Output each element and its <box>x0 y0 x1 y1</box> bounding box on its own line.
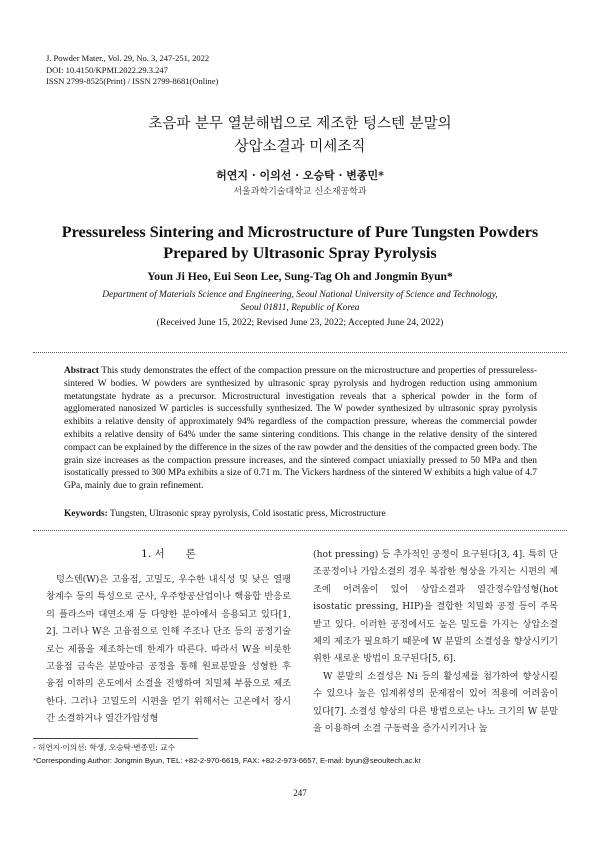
footnote-rule <box>33 738 198 739</box>
corresponding-contact: Jongmin Byun, TEL: +82-2-970-6619, FAX: +82-2-973-6657, E-mail: byun@seoultech.ac.kr <box>114 756 421 765</box>
received-dates: (Received June 15, 2022; Revised June 23, 2022; Accepted June 24, 2022) <box>156 317 444 328</box>
divider-top <box>33 352 567 353</box>
corresponding-label: *Corresponding Author: <box>33 756 112 765</box>
keywords <box>64 509 537 519</box>
keywords-text: Tungsten, Ultrasonic spray pyrolysis, Cold isostatic press, Microstructure <box>109 509 386 519</box>
divider-bottom <box>33 530 567 531</box>
body-column-left <box>46 571 291 728</box>
korean-title-line2: 상압소결과 미세조직 <box>234 139 366 155</box>
korean-title <box>0 113 600 159</box>
affiliation-line1: Department of Materials Science and Engineering, Seoul National University of Science and Technology, <box>102 290 498 300</box>
paragraph: (hot pressing) 등 추가적인 공정이 요구된다[3, 4]. 특히 단조공정이나 가압소결의 경우 복잡한 형상을 가지는 시편의 제조에 어려움이 있어 상압소결과 열간정수압성형(hot isostatic pressing, HIP)을 결합한 치밀화 공정 등이 주목받고 있다. 이러한 공정에서도 높은 밀도를 가지는 상압소결체의 제조가 필요하기 때문에 W 분말의 소결성을 향상시키기 위한 새로운 방법이 요구된다[5, 6]. <box>313 549 558 665</box>
section-heading: 1. 서 론 <box>141 548 196 560</box>
paragraph: 텅스텐(W)은 고융점, 고밀도, 우수한 내식성 및 낮은 열팽창계수 등의 특성으로 군사, 우주항공산업이나 핵융합 반응로의 플라스마 대면소재 등 다양한 분야에서 응용되고 있다[1, 2]. 그러나 W은 고융점으로 인해 주조나 단조 등의 공정기술로는 제품을 제조하는데 한계가 따른다. 따라서 W을 비롯한 고융점 금속은 분말야금 공정을 통해 원료분말을 성형한 후 융점 이하의 온도에서 소결을 진행하여 치밀체 부품으로 제조한다. 그러나 고밀도의 시편을 얻기 위해서는 고온에서 장시간 소결하거나 열간가압성형 <box>46 574 291 725</box>
body-column-right <box>313 546 558 737</box>
korean-title-line1: 초음파 분무 열분해법으로 제조한 텅스텐 분말의 <box>148 116 452 132</box>
english-authors: Youn Ji Heo, Eui Seon Lee, Sung-Tag Oh and Jongmin Byun* <box>147 270 453 283</box>
keywords-label: Keywords: <box>64 509 108 519</box>
journal-header <box>46 53 218 88</box>
footnote-corresponding <box>33 756 421 766</box>
english-affiliation <box>40 289 560 315</box>
footnote-roles: - 허연지·이의선: 학생, 오승탁·변종민: 교수 <box>33 743 175 752</box>
abstract <box>64 365 537 493</box>
abstract-label: Abstract <box>64 366 99 376</box>
doi: DOI: 10.4150/KPMI.2022.29.3.247 <box>46 64 168 75</box>
english-title: Pressureless Sintering and Microstructure of Pure Tungsten Powders Prepared by Ultrasonic Spray Pyrolysis <box>61 223 539 262</box>
korean-authors: 허연지 · 이의선 · 오승탁 · 변종민* <box>216 169 384 182</box>
journal-citation: J. Powder Mater., Vol. 29, No. 3, 247-251, 2022 <box>46 53 210 63</box>
page-number: 247 <box>293 788 307 798</box>
korean-affiliation: 서울과학기술대학교 신소재공학과 <box>233 187 367 197</box>
paragraph: W 분말의 소결성은 Ni 등의 활성제를 첨가하여 향상시킬 수 있으나 높은 입계취성의 문제점이 있어 적용에 어려움이 있다[7]. 소결성 향상의 다른 방법으로는 나노 크기의 W 분말을 이용하여 소결 구동력을 증가시키거나 높 <box>313 670 558 735</box>
affiliation-line2: Seoul 01811, Republic of Korea <box>240 303 360 313</box>
issn: ISSN 2799-8525(Print) / ISSN 2799-8681(Online) <box>46 76 219 86</box>
abstract-text: This study demonstrates the effect of the compaction pressure on the microstructure and properties of pressureless-sintered W bodies. W powders are synthesized by ultrasonic spray pyrolysis and hydrogen reduction using ammonium metatungstate hydrate as a precursor. Microstructural investigation reveals that a spherical powder in the form of agglomerated nanosized W particles is successfully synthesized. The W powder synthesized by ultrasonic spray pyrolysis exhibits a relative density of approximately 94% regardless of the compaction pressure, whereas the commercial powder exhibits a relative density of 64% under the same sintering conditions. This change in the relative density of the sintered compact can be explained by the difference in the sizes of the raw powder and the densities of the compacted green body. The grain size increases as the compaction pressure increases, and the sintered compact uniaxially pressed to 50 MPa and then isostatically pressed to 300 MPa exhibits a size of 0.71 m. The Vickers hardness of the sintered W exhibits a high value of 4.7 GPa, mainly due to grain refinement. <box>64 366 537 492</box>
